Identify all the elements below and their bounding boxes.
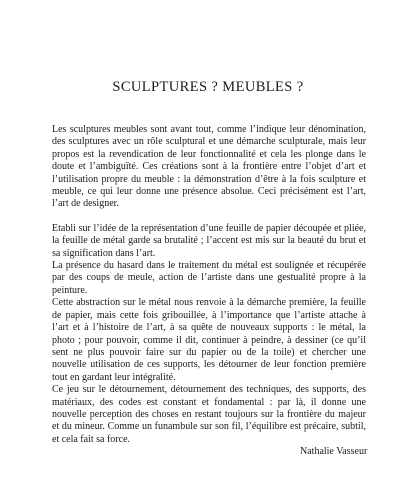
author-signature: Nathalie Vasseur bbox=[300, 446, 368, 457]
page-title: SCULPTURES ? MEUBLES ? bbox=[112, 79, 304, 95]
paragraph-abstraction: Cette abstraction sur le métal nous renvoie à la démarche première, la feuille de papier, mais cette fois gribouillée, à l’importance que l’artiste attache à l’art et à l’histoire de l’art, à sa quête de nouveaux supports : le métal, la photo ; pour pouvoir, comme il dit, continuer à peindre, à dessiner (ce qu’il sent ne plus pouvoir faire sur du papier ou de la toile) et chercher une nouvelle utilisation de ces supports, les détourner de leur fonction première tout en gardant leur intégralité. bbox=[52, 297, 366, 383]
body-text bbox=[52, 124, 366, 446]
paragraph-chance: La présence du hasard dans le traitement du métal est soulignée et récupérée par des coups de meule, action de l’artiste dans une gestualité propre à la peinture. bbox=[52, 260, 366, 296]
paragraph-diversion: Ce jeu sur le détournement, détournement des techniques, des supports, des matériaux, des codes est constant et fondamental : par là, il donne une nouvelle perception des choses en restant toujours sur la frontière du majeur et du mineur. Comme un funambule sur son fil, l’équilibre est précaire, subtil, et cela fait sa force. bbox=[52, 384, 366, 445]
paragraph-intro: Les sculptures meubles sont avant tout, comme l’indique leur dénomination, des sculptures avec un rôle sculptural et une démarche sculpturale, mais leur propos est la revendication de leur fonctionnalité et cela les plonge dans le doute et l’ambiguïté. Ces créations sont à la frontière entre l’objet d’art et l’utilisation propre du meuble : la démonstration d’être à la fois sculpture et meuble, ce qui leur donne une présence absolue. Ceci précisément est l’art, l’art de designer. bbox=[52, 124, 366, 210]
paragraph-paper-sheet: Etabli sur l’idée de la représentation d’une feuille de papier découpée et pliée, la feuille de métal garde sa brutalité ; l’accent est mis sur la beauté du brut et sa signification dans l’art. bbox=[52, 222, 366, 259]
